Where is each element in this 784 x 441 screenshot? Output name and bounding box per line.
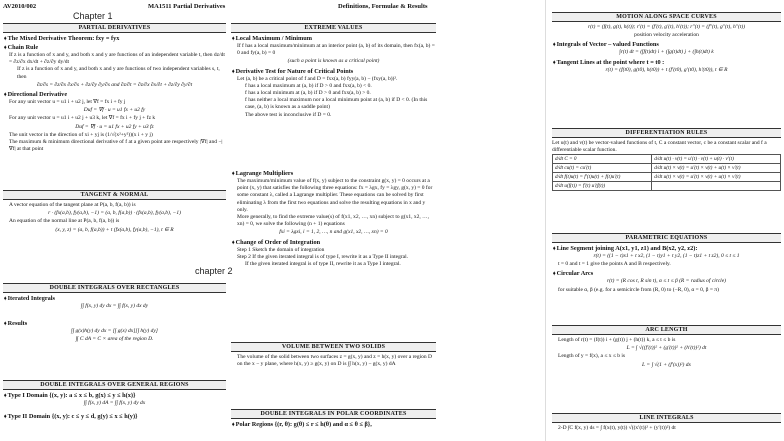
vector-integrals-equation: ∫r(t) dt = (∫f(t)dt) i + (∫g(t)dt) j + (∫h(t)dt) k (619, 49, 714, 56)
lagrange-text-2: More generally, to find the extreme value(s) of f(x1, x2, …, xn) subject to g(x1, x2, …, xn) = 0, we solve the following (n + 1) equations (237, 214, 429, 228)
tangent-lines-equation: r(t) = (f(t0), g(t0), h(t0)) + t (f′(t0), g′(t0), h′(t0)), t ∈ R (605, 66, 728, 73)
section-volume-between-solids: VOLUME BETWEEN TWO SOLIDS (231, 342, 436, 352)
section-partial-derivatives: PARTIAL DERIVATIVES (3, 23, 226, 33)
document-page-2 (545, 0, 784, 441)
table-cell (652, 182, 781, 191)
table-row (553, 164, 781, 173)
lagrange-text-1: The maximum/minimum value of f(x, y) subject to the constraint g(x, y) = 0 occurs at a point (x, y) that satisfies the following three equations: fx = λgx, fy = λgy, g(x, y) = 0 for some constant λ, called a Lagrange multiplier. These equations can be solved by first eliminating λ from the first two equations and solve the resulting equations in x and y only. (237, 178, 433, 213)
type-one-equation: ∫∫ f(x, y) dA = ∫∫ f(x, y) dy dx (83, 400, 146, 406)
table-row (553, 182, 781, 191)
type-two-domain-heading: ➧ Type II Domain {(x, y): c ≤ y ≤ d, g(y) ≤ x ≤ h(y)} (3, 413, 226, 420)
motion-labels: position velocity acceleration (634, 32, 699, 39)
section-arc-length: ARC LENGTH (552, 325, 781, 335)
vector-integrals-heading: ➧ Integrals of Vector – valued Functions (552, 41, 781, 48)
results-heading: ➧ Results (3, 320, 226, 327)
table-cell: d/dt cu(t) = cu′(t) (553, 164, 652, 173)
section-line-integrals: LINE INTEGRALS (552, 413, 781, 423)
tangent-plane-equation: r · (fx(a,b), fy(a,b), −1) = (a, b, f(a,b)) · (fx(a,b), fy(a,b), −1) (48, 210, 181, 217)
table-cell: d/dt u(t) · v(t) = u′(t) · v(t) + u(t) · v′(t) (652, 155, 781, 164)
change-order-step-1: Step 1 Sketch the domain of integration (237, 246, 325, 253)
table-cell: d/dt u(f(t)) = f′(t) u′(f(t)) (553, 182, 652, 191)
circular-arcs-heading: ➧ Circular Arcs (552, 270, 781, 277)
chain-rule-text-1: If z is a function of x and y, and both x and y are functions of an independent variable t, then dz/dt = ∂z/∂x dx/dt + ∂z/∂y dy/dt (9, 52, 225, 66)
circular-arcs-note: for suitable α, β (e.g. for a semicircle from (R, 0) to (−R, 0), α = 0, β = π) (558, 286, 719, 293)
results-area-equation: ∫∫ C dA = C × area of the region D. (75, 336, 154, 343)
unit-vector-text: The unit vector in the direction of xi + yj is (1/√(x²+y²))(x i + y j) (9, 131, 153, 138)
critical-point-note: (such a point is known as a critical point) (287, 58, 380, 65)
page-header-left: AV2010/002 (3, 3, 37, 10)
tangent-lines-heading: ➧ Tangent Lines at the point where t = t0 : (552, 59, 781, 66)
chain-rule-text-2: If z is a function of x and y, and both x and y are functions of two independent variables s, t, then (17, 66, 220, 80)
directional-equation-2: Duf = ∇f · u = u1 fx + u2 fy + u3 fz (75, 123, 154, 130)
section-tangent-normal: TANGENT & NORMAL (3, 190, 226, 200)
line-segment-note: t = 0 and t = 1 give the points A and B respectively. (558, 261, 671, 268)
change-order-step-2: Step 2 If the given iterated integral is of type I, rewrite it as a Type II integral. (237, 253, 409, 260)
second-derivative-test-heading: ➧ Derivative Test for Nature of Critical Points (231, 68, 436, 75)
polar-regions-heading: ➧ Polar Regions {(r, θ): g(θ) ≤ r ≤ h(θ) and α ≤ θ ≤ β}, (231, 421, 436, 428)
arc-length-text-1: Length of r(t) = (f(t)) i + (g(t)) j + (h(t)) k, a ≤ t ≤ b is (558, 337, 676, 343)
section-double-integrals-general: DOUBLE INTEGRALS OVER GENERAL REGIONS (3, 380, 226, 390)
results-equation: ∫∫ g(x)h(y) dy dx = [∫ g(x) dx][∫ h(y) dy] (71, 328, 158, 335)
iterated-integrals-equation: ∫∫ f(x, y) dy dx = ∫∫ f(x, y) dx dy (80, 303, 149, 309)
normal-line-text: An equation of the normal line at P(a, b, f(a, b)) is (9, 218, 120, 225)
directional-derivative-heading: ➧ Directional Derivative (3, 91, 226, 98)
arc-length-text-2: Length of y = f(x), a ≤ x ≤ b is (558, 353, 626, 360)
chain-rule-heading: ➧ Chain Rule (3, 44, 226, 51)
arc-length-equation-1: L = ∫ √((f′(t))² + (g′(t))² + (h′(t))²) dt (626, 345, 707, 352)
table-cell: d/dt f(t)u(t) = f′(t)u(t) + f(t)u′(t) (553, 173, 652, 182)
second-derivative-test-text: Let (a, b) be a critical point of f and D = fxx(a, b) fyy(a, b) − (fxy(a, b))². (237, 75, 398, 82)
page-header-right: Definitions, Formulae & Results (338, 3, 428, 10)
local-extrema-heading: ➧ Local Maximum / Minimum (231, 35, 436, 42)
directional-text-2: For any unit vector u = u1 i + u2 j + u3 k, let ∇f = fx i + fy j + fz k (9, 115, 156, 122)
test-case-saddle: f has neither a local maximum nor a local minimum point at (a, b) if D < 0. (In this case, (a, b) is known as a saddle point) (245, 97, 428, 111)
section-motion-space-curves: MOTION ALONG SPACE CURVES (552, 12, 781, 22)
type-one-domain-heading: ➧ Type I Domain {(x, y): a ≤ x ≤ b, g(x) ≤ y ≤ h(x)} (3, 392, 226, 399)
volume-text: The volume of the solid between two surfaces z = g(x, y) and z = h(x, y) over a region D on the x − y plane, where h(x, y) ≥ g(x, y) on D is ∫∫ h(x, y) − g(x, y) dA (237, 354, 432, 368)
directional-text-1: For any unit vector u = u1 i + u2 j, let ∇f = fx i + fy j (9, 99, 126, 106)
change-order-heading: ➧ Change of Order of Integration (231, 239, 436, 246)
line-segment-heading: ➧ Line Segment joining A(x1, y1, z1) and B(x2, y2, z2): (552, 245, 781, 252)
normal-line-equation: (x, y, z) = (a, b, f(a,b)) + t (fx(a,b), fy(a,b), −1), t ∈ R (55, 226, 174, 233)
table-cell: d/dt u(t) × v(t) = u′(t) × v(t) + u(t) × v′(t) (652, 173, 781, 182)
chain-rule-equation: ∂z/∂s = ∂z/∂x ∂x/∂s + ∂z/∂y ∂y/∂s and ∂z/∂t = ∂z/∂x ∂x/∂t + ∂z/∂y ∂y/∂t (36, 81, 193, 88)
motion-equation: r(t) = (f(t), g(t), h(t)); r′(t) = (f′(t), g′(t), h′(t)); r″(t) = (f″(t), g″(t), h″(t)) (587, 24, 746, 30)
circular-arcs-equation: r(t) = (R cos t, R sin t), α ≤ t ≤ β (R = radius of circle) (607, 278, 726, 285)
mixed-derivative-heading: ➧ The Mixed Derivative Theorem: fxy = fyx (3, 35, 226, 42)
iterated-integrals-heading: ➧ Iterated Integrals (3, 295, 226, 302)
table-cell: d/dt C = 0 (553, 155, 652, 164)
test-case-maximum: f has a local maximum at (a, b) if D > 0 and fxx(a, b) < 0. (245, 82, 372, 89)
table-cell: d/dt u(t) × v(t) = u′(t) × v(t) + u(t) × v′(t) (652, 164, 781, 173)
table-row (553, 173, 781, 182)
max-min-directional-text: The maximum & minimum directional derivative of f at a given point are respectively |∇f| and −|∇f| at that point (9, 139, 223, 153)
section-extreme-values: EXTREME VALUES (231, 23, 436, 33)
table-row (553, 155, 781, 164)
arc-length-equation-2: L = ∫ √(1 + (f′(x))²) dx (642, 361, 691, 368)
line-integral-2d: 2-D ∫C f(x, y) ds = ∫ f(x(t), y(t)) √((x′(t))² + (y′(t))²) dt (558, 425, 676, 431)
section-double-integrals-rectangles: DOUBLE INTEGRALS OVER RECTANGLES (3, 283, 226, 293)
differentiation-rules-table (552, 154, 781, 191)
local-extrema-text: If f has a local maximum/minimum at an interior point (a, b) of its domain, then fx(a, b) = 0 and fy(a, b) = 0 (237, 43, 435, 57)
lagrange-equation: fxi = λgxi, i = 1, 2, …, n and g(x1, x2, …, xn) = 0 (279, 229, 388, 236)
chapter-1-label: Chapter 1 (73, 11, 113, 21)
section-parametric-equations: PARAMETRIC EQUATIONS (552, 233, 781, 243)
tangent-plane-text: A vector equation of the tangent plane at P(a, b, f(a, b)) is (9, 202, 136, 208)
test-case-inconclusive: The above test is inconclusive if D = 0. (245, 111, 332, 118)
differentiation-intro: Let u(t) and v(t) be vector-valued functions of t, C a constant vector, c be a constant scalar and f a differentiable scalar function. (552, 140, 767, 154)
line-segment-equation: r(t) = ((1 − t)x1 + t x2, (1 − t)y1 + t y2, (1 − t)z1 + t z2), 0 ≤ t ≤ 1 (593, 253, 740, 259)
page-header-course: MA1511 Partial Derivatives (148, 3, 226, 10)
lagrange-heading: ➧ Lagrange Multipliers (231, 170, 436, 177)
chapter-2-label: chapter 2 (195, 266, 233, 276)
section-differentiation-rules: DIFFERENTIATION RULES (552, 128, 781, 138)
test-case-minimum: f has a local minimum at (a, b) if D > 0 and fxx(a, b) > 0. (245, 90, 371, 97)
section-polar-double-integrals: DOUBLE INTEGRALS IN POLAR COORDINATES (231, 409, 436, 419)
directional-equation-1: Duf = ∇f · u = u1 fx + u2 fy (83, 107, 146, 114)
change-order-step-2b: If the given iterated integral is of type II, rewrite it as a Type I integral. (245, 261, 401, 268)
